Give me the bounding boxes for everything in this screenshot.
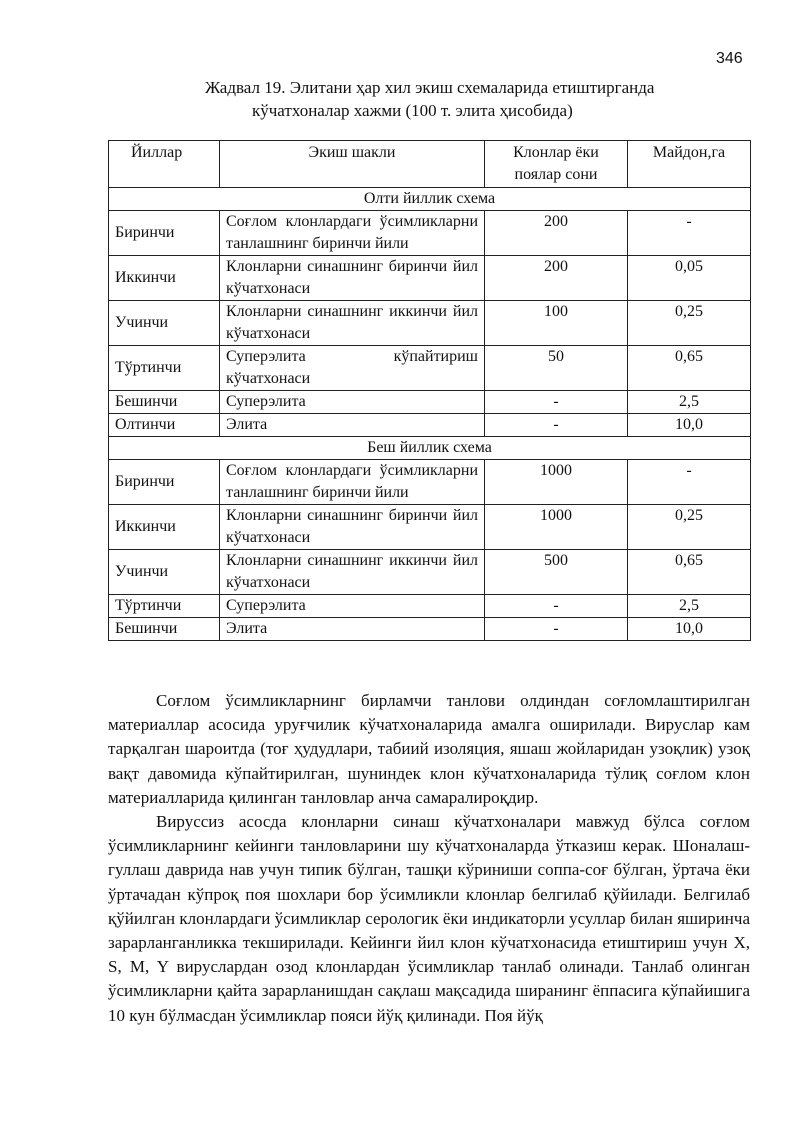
planting-form-cell: Клонларни синашнинг иккинчи йил кўчатхонаси (220, 550, 485, 595)
clone-count-cell: - (485, 391, 628, 414)
clone-count-cell: 200 (485, 211, 628, 256)
planting-form-cell: Суперэлита (220, 595, 485, 618)
year-cell: Биринчи (109, 460, 220, 505)
area-cell: 0,05 (628, 256, 751, 301)
body-text (108, 689, 750, 1028)
table-caption (0, 76, 800, 122)
area-cell: 0,65 (628, 550, 751, 595)
table-row (109, 618, 751, 641)
year-cell: Бешинчи (109, 618, 220, 641)
paragraph: Вируссиз асосда клонларни синаш кўчатхоналари мавжуд бўлса соғлом ўсимликларнинг кейинги танловларини шу кўчатхоналарда ўтказиш керак. Шоналаш-гуллаш даврида нав учун типик бўлган, ташқи кўриниши соппа-соғ бўлган, ўртача ёки ўртачадан кўпроқ поя шохлари бор ўсимликли клонлар белгилаб қўйилади. Белгилаб қўйилган клонлардаги ўсимликлар серологик ёки индикаторли усуллар билан яширинча зарарланганликка текширилади. Кейинги йил клон кўчатхонасида етиштириш учун X, S, M, Y вируслардан озод клонлардан ўсимликлар танлаб олинади. Танлаб олинган ўсимликларни қайта зарарланишдан сақлаш мақсадида ширанинг ёппасига кўпайишига 10 кун бўлмасдан ўсимликлар пояси йўқ қилинади. Поя йўқ (108, 812, 750, 1025)
area-cell: 10,0 (628, 618, 751, 641)
section-title: Беш йиллик схема (109, 437, 751, 460)
area-cell: 10,0 (628, 414, 751, 437)
table-row (109, 346, 751, 391)
clone-count-cell: 1000 (485, 460, 628, 505)
table-row (109, 505, 751, 550)
clone-count-cell: 200 (485, 256, 628, 301)
year-cell: Иккинчи (109, 505, 220, 550)
table-row (109, 211, 751, 256)
planting-form-cell: Элита (220, 414, 485, 437)
table-row (109, 460, 751, 505)
section-row (109, 437, 751, 460)
paragraph: Соғлом ўсимликларнинг бирламчи танлови олдиндан соғломлаштирилган материаллар асосида уруғчилик кўчатхоналарида амалга оширилади. Вируслар кам тарқалган шароитда (тоғ ҳудудлари, табиий изоляция, яшаш жойларидан узоқлик) узоқ вақт давомида кўпайтирилган, шуниндек клон кўчатхоналарида тўлиқ соғлом клон материалларида қилинган танловлар анча самаралироқдир. (108, 691, 750, 807)
header-years: Йиллар (109, 141, 220, 188)
year-cell: Учинчи (109, 301, 220, 346)
section-title: Олти йиллик схема (109, 188, 751, 211)
table-row (109, 256, 751, 301)
area-cell: 2,5 (628, 595, 751, 618)
header-area: Майдон,га (628, 141, 751, 188)
area-cell: 2,5 (628, 391, 751, 414)
year-cell: Учинчи (109, 550, 220, 595)
planting-form-cell: Клонларни синашнинг биринчи йил кўчатхонаси (220, 256, 485, 301)
area-cell: 0,25 (628, 301, 751, 346)
area-cell: 0,25 (628, 505, 751, 550)
planting-form-cell: Клонларни синашнинг иккинчи йил кўчатхонаси (220, 301, 485, 346)
table-header-row (109, 141, 751, 188)
year-cell: Иккинчи (109, 256, 220, 301)
schemes-table (108, 140, 751, 641)
section-row (109, 188, 751, 211)
planting-form-cell: Суперэлита кўпайтириш кўчатхонаси (220, 346, 485, 391)
area-cell: - (628, 460, 751, 505)
clone-count-cell: 1000 (485, 505, 628, 550)
year-cell: Олтинчи (109, 414, 220, 437)
clone-count-cell: - (485, 595, 628, 618)
year-cell: Тўртинчи (109, 595, 220, 618)
caption-line-2: кўчатхоналар хажми (100 т. элита ҳисобида) (252, 101, 573, 120)
area-cell: 0,65 (628, 346, 751, 391)
planting-form-cell: Соғлом клонлардаги ўсимликларни танлашнинг биринчи йили (220, 211, 485, 256)
planting-form-cell: Суперэлита (220, 391, 485, 414)
year-cell: Биринчи (109, 211, 220, 256)
table-row (109, 550, 751, 595)
planting-form-cell: Элита (220, 618, 485, 641)
clone-count-cell: - (485, 414, 628, 437)
year-cell: Тўртинчи (109, 346, 220, 391)
clone-count-cell: 100 (485, 301, 628, 346)
area-cell: - (628, 211, 751, 256)
planting-form-cell: Клонларни синашнинг биринчи йил кўчатхонаси (220, 505, 485, 550)
page-number: 346 (716, 50, 743, 67)
table-row (109, 414, 751, 437)
header-clone-count: Клонлар ёки поялар сони (485, 141, 628, 188)
caption-line-1: Жадвал 19. Элитани ҳар хил экиш схемаларида етиштирганда (205, 78, 655, 97)
year-cell: Бешинчи (109, 391, 220, 414)
table-row (109, 595, 751, 618)
clone-count-cell: 500 (485, 550, 628, 595)
clone-count-cell: 50 (485, 346, 628, 391)
header-planting-form: Экиш шакли (220, 141, 485, 188)
planting-form-cell: Соғлом клонлардаги ўсимликларни танлашнинг биринчи йили (220, 460, 485, 505)
clone-count-cell: - (485, 618, 628, 641)
table-row (109, 391, 751, 414)
table-row (109, 301, 751, 346)
